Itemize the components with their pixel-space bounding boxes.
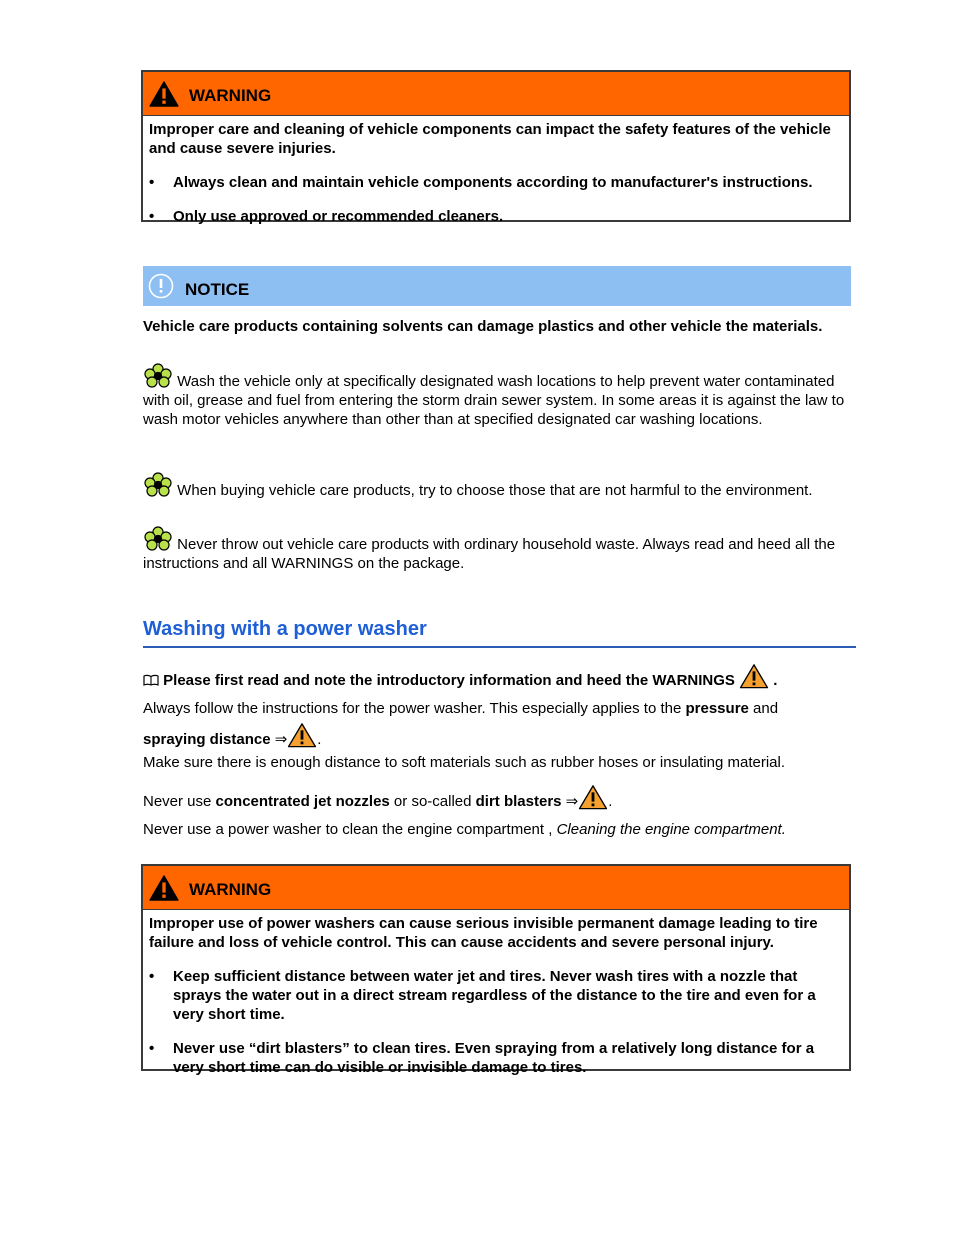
warning-bullet-text: Always clean and maintain vehicle components according to manufacturer's instructions. <box>173 174 813 191</box>
term-jet-nozzles: concentrated jet nozzles <box>215 793 390 810</box>
warning-triangle-icon[interactable] <box>578 784 608 810</box>
warning-triangle-icon[interactable] <box>739 663 769 689</box>
exclamation-circle-icon <box>148 273 174 299</box>
link-cleaning-engine-compartment[interactable]: Cleaning the engine compartment. <box>556 821 786 838</box>
book-icon <box>143 674 159 686</box>
intro-text: Please first read and note the introductory information and heed the WARNINGS <box>163 672 735 689</box>
warning-title: WARNING <box>189 880 272 899</box>
warning-triangle-icon <box>149 81 179 107</box>
warning-header <box>143 72 849 116</box>
warning-bullet-text: Never use “dirt blasters” to clean tires. Even spraying from a relatively long distance for a very short time can do visible or invisible damage to tires. <box>173 1040 815 1076</box>
warning-body <box>143 910 849 1083</box>
warning-bullet: • Only use approved or recommended cleaners. <box>149 208 504 225</box>
intro-line: Please first read and note the introductory information and heed the WARNINGS . <box>143 663 855 690</box>
warning-bullet-text: Only use approved or recommended cleaners. <box>173 208 504 225</box>
warning-bullet: • Always clean and maintain vehicle components according to manufacturer's instructions. <box>149 174 813 191</box>
cross-reference-arrow: ⇒ <box>561 793 579 810</box>
environment-note-text: Never throw out vehicle care products with ordinary household waste. Always read and heed all the instructions and all WARNINGS on the package. <box>143 536 836 572</box>
notice-title: NOTICE <box>185 279 250 299</box>
warning-triangle-icon <box>149 875 179 901</box>
warning-body <box>143 116 849 232</box>
term-pressure: pressure <box>685 700 749 717</box>
environment-note-text: When buying vehicle care products, try to choose those that are not harmful to the environment. <box>177 482 813 499</box>
flower-icon <box>143 363 173 389</box>
environment-note <box>143 472 855 500</box>
warning-box-care <box>141 70 851 225</box>
notice-text: Vehicle care products containing solvents can damage plastics and other vehicle the materials. <box>143 318 823 335</box>
paragraph-distance: Make sure there is enough distance to soft materials such as rubber hoses or insulating material. <box>143 754 785 771</box>
cross-reference-arrow: ⇒ <box>270 731 288 748</box>
term-dirt-blasters: dirt blasters <box>475 793 562 810</box>
term-spraying-distance: spraying distance <box>143 731 271 748</box>
notice-header <box>143 266 851 306</box>
paragraph-instructions: Always follow the instructions for the power washer. This especially applies to the pressure and spraying distance ⇒ . <box>143 700 779 748</box>
warning-bullet: • Never use “dirt blasters” to clean tires. Even spraying from a relatively long distance for a very short time can do visible or invisible damage to tires. <box>149 1039 843 1077</box>
flower-icon <box>143 472 173 498</box>
warning-header <box>143 866 849 910</box>
flower-icon <box>143 526 173 552</box>
warning-title: WARNING <box>189 86 272 105</box>
paragraph-engine: Never use a power washer to clean the engine compartment , Cleaning the engine compartment. <box>143 821 786 838</box>
warning-box-power-washer <box>141 864 851 1076</box>
warning-intro: Improper care and cleaning of vehicle components can impact the safety features of the vehicle and cause severe injuries. <box>149 121 831 157</box>
warning-bullet: • Keep sufficient distance between water jet and tires. Never wash tires with a nozzle that sprays the water out in a direct stream regardless of the distance to the tire and even for a very short time. <box>149 967 843 1024</box>
heading-rule <box>143 646 856 648</box>
environment-note <box>143 526 855 573</box>
paragraph-nozzles: Never use concentrated jet nozzles or so-called dirt blasters ⇒ . <box>143 784 855 811</box>
environment-note-text: Wash the vehicle only at specifically designated wash locations to help prevent water contaminated with oil, grease and fuel from entering the storm drain sewer system. In some areas it is against the law to wash motor vehicles anywhere than other than at specified designated car washing locations. <box>143 373 845 428</box>
warning-intro: Improper use of power washers can cause serious invisible permanent damage leading to tire failure and loss of vehicle control. This can cause accidents and severe personal injury. <box>149 915 818 951</box>
warning-bullet-text: Keep sufficient distance between water jet and tires. Never wash tires with a nozzle that sprays the water out in a direct stream regardless of the distance to the tire and even for a very short time. <box>173 968 816 1023</box>
warning-triangle-icon[interactable] <box>287 722 317 748</box>
environment-note <box>143 363 855 429</box>
section-heading: Washing with a power washer <box>143 618 427 640</box>
